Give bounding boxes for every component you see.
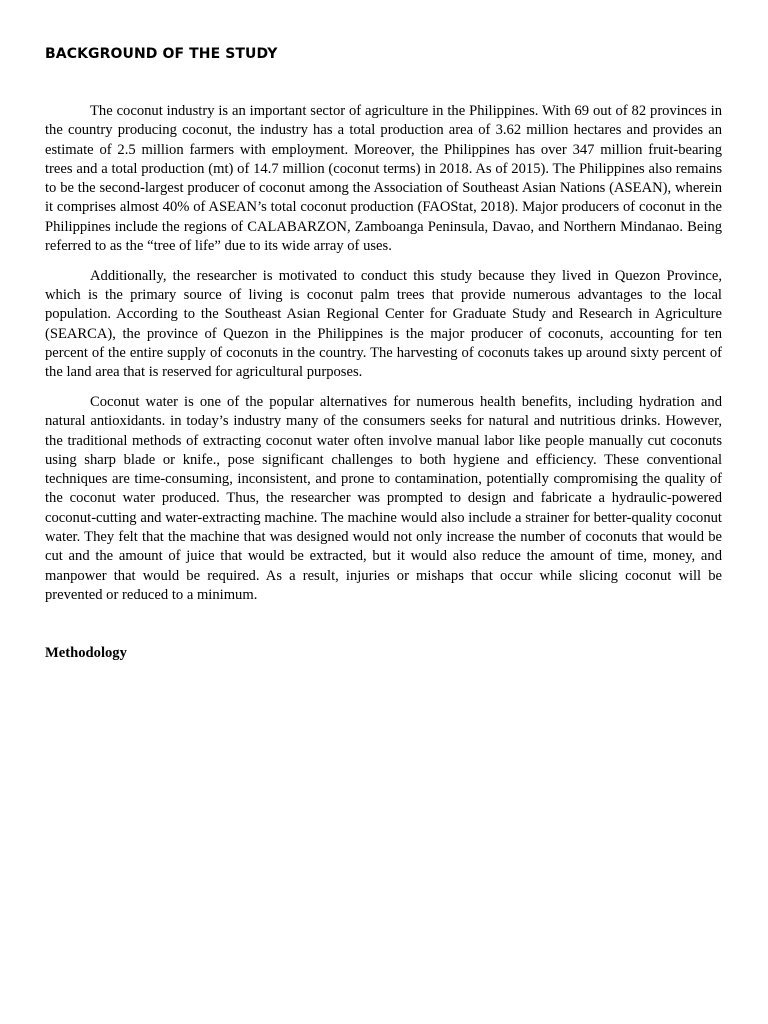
methodology-heading: Methodology: [45, 645, 127, 661]
section-heading: BACKGROUND OF THE STUDY: [45, 46, 278, 62]
paragraph-researcher-motivation: Additionally, the researcher is motivated to conduct this study because they lived in Quezon Province, which is the primary source of living is coconut palm trees that provide numerous advantages to the local population. According to the Southeast Asian Regional Center for Graduate Study and Research in Agriculture (SEARCA), the province of Quezon in the Philippines is the major producer of coconuts, accounting for ten percent of the entire supply of coconuts in the country. The harvesting of coconuts takes up around sixty percent of the land area that is reserved for agricultural purposes.: [45, 267, 722, 381]
paragraph-coconut-industry: The coconut industry is an important sector of agriculture in the Philippines. With 69 out of 82 provinces in the country producing coconut, the industry has a total production area of 3.62 million hectares and provides an estimate of 2.5 million farmers with employment. Moreover, the Philippines has over 347 million fruit-bearing trees and a total production (mt) of 14.7 million (coconut terms) in 2018. As of 2015). The Philippines also remains to be the second-largest producer of coconut among the Association of Southeast Asian Nations (ASEAN), wherein it comprises almost 40% of ASEAN’s total coconut production (FAOStat, 2018). Major producers of coconut in the Philippines include the regions of CALABARZON, Zamboanga Peninsula, Davao, and Northern Mindanao. Being referred to as the “tree of life” due to its wide array of uses.: [45, 103, 722, 255]
paragraph-coconut-water: Coconut water is one of the popular alternatives for numerous health benefits, including hydration and natural antioxidants. in today’s industry many of the consumers seeks for natural and nutritious drinks. However, the traditional methods of extracting coconut water often involve manual labor like people manually cut coconuts using sharp blade or knife., pose significant challenges to both hygiene and efficiency. These conventional techniques are time-consuming, inconsistent, and prone to contamination, potentially compromising the quality of the coconut water produced. Thus, the researcher was prompted to design and fabricate a hydraulic-powered coconut-cutting and water-extracting machine. The machine would also include a strainer for better-quality coconut water. They felt that the machine that was designed would not only increase the number of coconuts that would be cut and the amount of juice that would be extracted, but it would also reduce the amount of time, money, and manpower that would be required. As a result, injuries or mishaps that occur while slicing coconut will be prevented or reduced to a minimum.: [45, 393, 722, 603]
body-text: [45, 102, 722, 616]
